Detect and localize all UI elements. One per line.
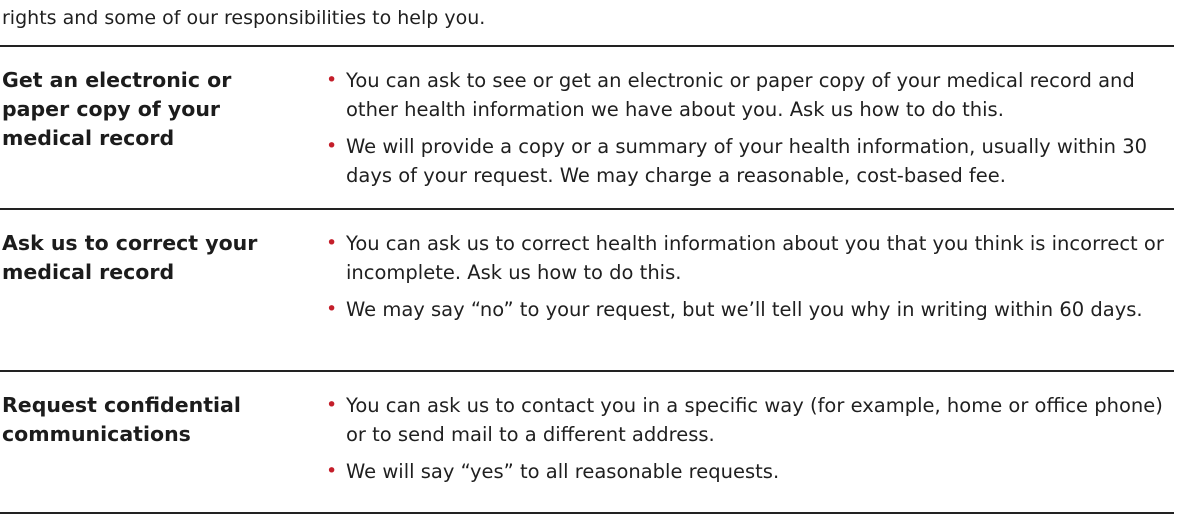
bullet-list — [326, 391, 1176, 494]
bullet-list — [326, 229, 1176, 332]
section-title — [2, 391, 292, 449]
section-title-line: communications — [2, 422, 191, 446]
section-title-line: Get an electronic or — [2, 68, 232, 92]
section-title-line: medical record — [2, 260, 175, 284]
bullet-text: We will say “yes” to all reasonable requests. — [346, 460, 780, 483]
bullet-item — [326, 295, 1176, 324]
divider — [0, 512, 1174, 514]
bullet-item — [326, 132, 1176, 190]
divider — [0, 45, 1174, 47]
section-title-line: Ask us to correct your — [2, 231, 258, 255]
bullet-item — [326, 66, 1176, 124]
intro-text: rights and some of our responsibilities to help you. — [2, 7, 486, 29]
bullet-dot-icon: • — [326, 69, 338, 91]
bullet-text: You can ask us to contact you in a specific way (for example, home or office phone) or to send mail to a different address. — [346, 394, 1163, 446]
bullet-item — [326, 391, 1176, 449]
bullet-dot-icon: • — [326, 298, 338, 320]
bullet-text: We may say “no” to your request, but we’ll tell you why in writing within 60 days. — [346, 298, 1143, 321]
divider — [0, 208, 1174, 210]
bullet-dot-icon: • — [326, 135, 338, 157]
bullet-item — [326, 457, 1176, 486]
bullet-dot-icon: • — [326, 460, 338, 482]
section-title-line: Request confidential — [2, 393, 241, 417]
bullet-dot-icon: • — [326, 394, 338, 416]
divider — [0, 370, 1174, 372]
section-title-line: paper copy of your — [2, 97, 221, 121]
section-title — [2, 229, 292, 287]
bullet-dot-icon: • — [326, 232, 338, 254]
bullet-text: We will provide a copy or a summary of your health information, usually within 30 days of your request. We may charge a reasonable, cost-based fee. — [346, 135, 1148, 187]
bullet-text: You can ask us to correct health information about you that you think is incorrect or incomplete. Ask us how to do this. — [346, 232, 1164, 284]
bullet-list — [326, 66, 1176, 198]
section-title-line: medical record — [2, 126, 175, 150]
section-title — [2, 66, 292, 153]
bullet-text: You can ask to see or get an electronic or paper copy of your medical record and other health information we have about you. Ask us how to do this. — [346, 69, 1135, 121]
bullet-item — [326, 229, 1176, 287]
